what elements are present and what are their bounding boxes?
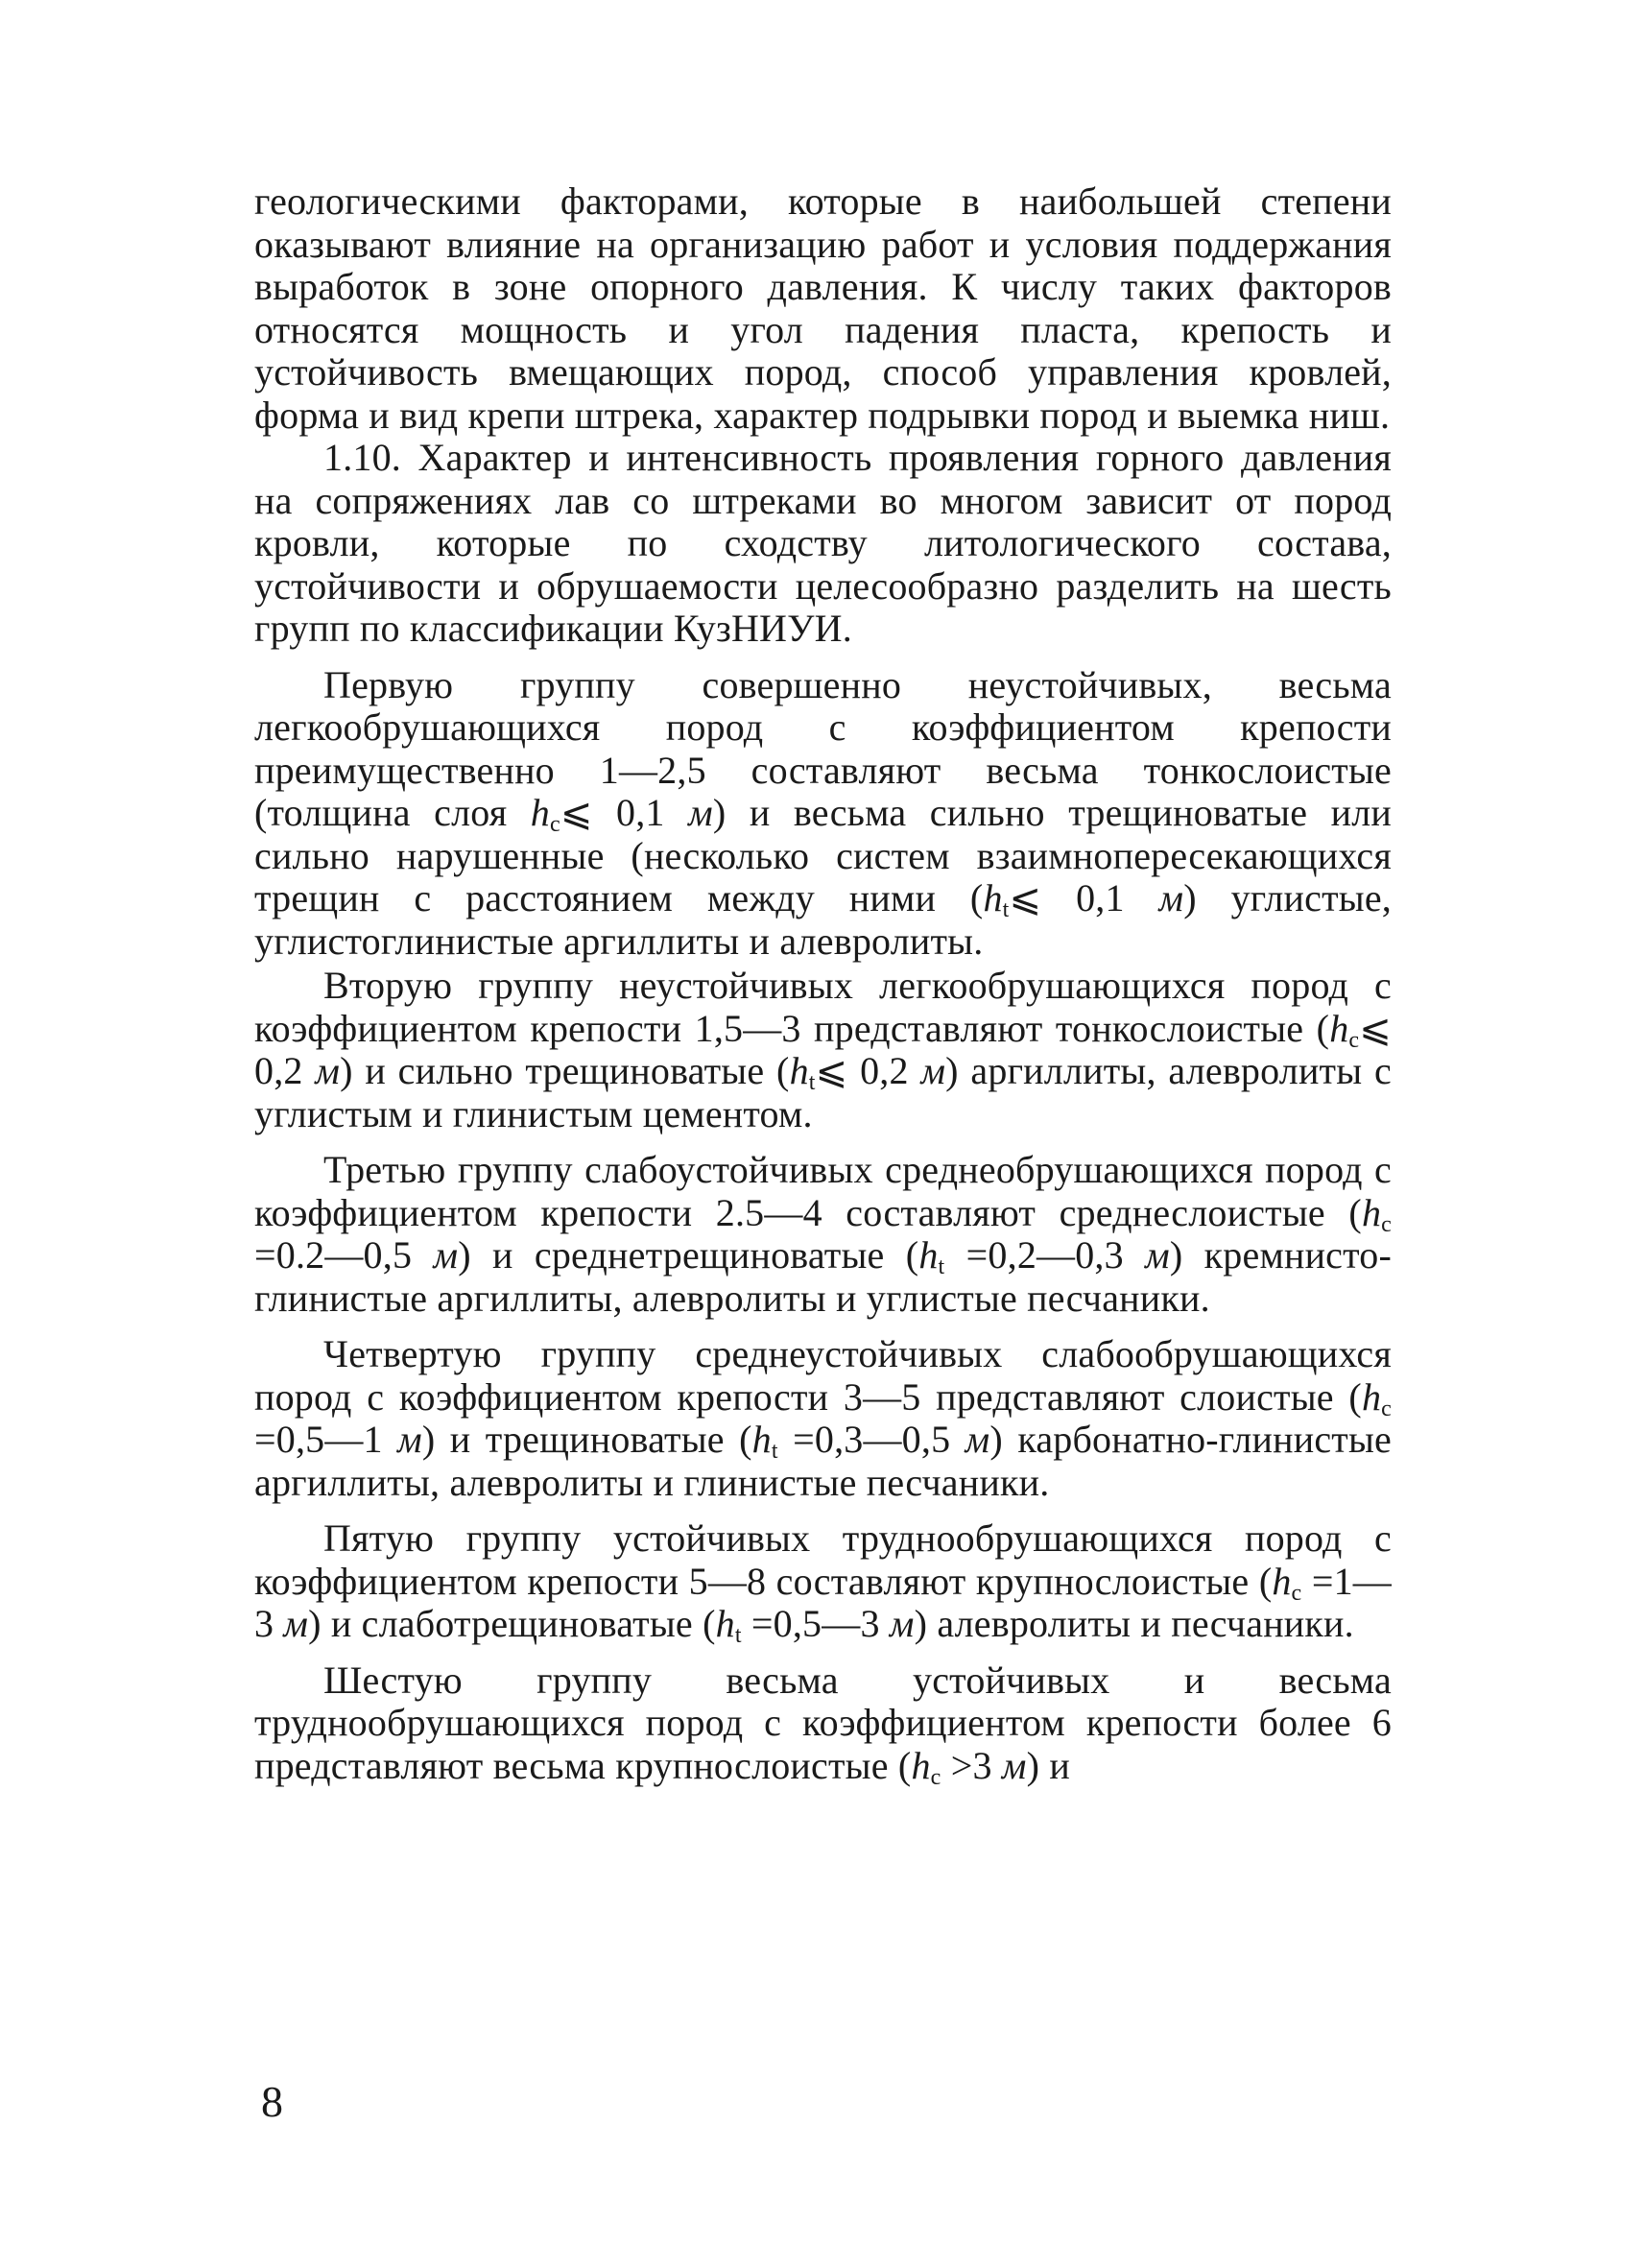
page-number: 8 xyxy=(261,2077,283,2126)
unit: м xyxy=(889,1602,915,1645)
variable-h: h xyxy=(789,1049,809,1092)
text-run: ) и трещиноватые ( xyxy=(421,1418,752,1461)
variable-h: h xyxy=(983,876,1003,919)
paragraph-group-5 xyxy=(254,1517,1392,1646)
subscript: t xyxy=(808,1070,816,1095)
text-run: =0,5—3 xyxy=(741,1602,890,1645)
text-run: ⩽ 0,1 xyxy=(1009,876,1159,919)
text-run: ⩽ 0,2 xyxy=(815,1049,921,1092)
variable-h: h xyxy=(911,1743,931,1787)
text-run: ) и слаботрещиноватые ( xyxy=(308,1602,716,1645)
subscript: t xyxy=(771,1439,778,1464)
variable-h: h xyxy=(1361,1374,1382,1419)
subscript: с xyxy=(1381,1396,1392,1421)
text-run: ⩽ 0,2 xyxy=(254,1006,1392,1092)
variable-h: h xyxy=(751,1418,772,1461)
text-run: =0,5—1 xyxy=(254,1418,398,1461)
paragraph-section-1-10: 1.10. Характер и интенсивность проявления горного давления на сопряжениях лав со штреками во многом зависит от пород кровли, которые по сходству литологического состава, устойчивости и обрушаемости целесообразно разделить на шесть групп по классификации КузНИУИ. xyxy=(254,436,1392,650)
variable-h: h xyxy=(1272,1559,1292,1603)
text-run: Четвертую группу среднеустойчивых слабообрушающихся пород с коэффициентом крепости 3—5 представляют слоистые ( xyxy=(254,1332,1392,1419)
text-run: >3 xyxy=(941,1743,1002,1787)
paragraph-intro: геологическими факторами, которые в наибольшей степени оказывают влияние на организацию работ и условия поддержания выработок в зоне опорного давления. К числу таких факторов относятся мощность и угол падения пласта, крепость и устойчивость вмещающих пород, способ управления кровлей, форма и вид крепи штрека, характер подрывки пород и выемка ниш. xyxy=(254,179,1392,437)
text-run: ) и среднетрещиноватые ( xyxy=(458,1233,919,1277)
unit: м xyxy=(688,791,713,834)
subscript: с xyxy=(1291,1580,1302,1606)
subscript: t xyxy=(938,1254,945,1279)
unit: м xyxy=(920,1049,946,1092)
text-run: Третью группу слабоустойчивых среднеобрушающихся пород с коэффициентом крепости 2.5—4 составляют среднеслоистые ( xyxy=(254,1148,1392,1234)
text-run: ) и xyxy=(1026,1743,1070,1787)
subscript: с xyxy=(1348,1027,1360,1053)
unit: м xyxy=(397,1418,422,1461)
unit: м xyxy=(1158,876,1184,919)
unit: м xyxy=(433,1233,459,1277)
text-run: ) алевролиты и песчаники. xyxy=(914,1602,1354,1645)
text-run: ) углистые, углистоглинистые аргиллиты и алевролиты. xyxy=(254,876,1392,963)
text-run: ) карбонатно-глинистые аргиллиты, алевролиты и глинистые песчаники. xyxy=(254,1418,1393,1504)
unit: м xyxy=(965,1418,990,1461)
subscript: с xyxy=(1381,1211,1392,1237)
variable-h: h xyxy=(1361,1190,1382,1234)
variable-h: h xyxy=(918,1233,939,1277)
page-body xyxy=(254,179,1393,1790)
paragraph-group-3 xyxy=(254,1149,1392,1320)
text-run: =0.2—0,5 xyxy=(254,1233,434,1277)
variable-h: h xyxy=(530,791,550,834)
paragraph-group-1 xyxy=(254,664,1392,964)
text-run: ) аргиллиты, алевролиты с углистым и глинистым цементом. xyxy=(254,1049,1393,1135)
text-run: Вторую группу неустойчивых легкообрушающихся пород с коэффициентом крепости 1,5—3 представляют тонкослоистые ( xyxy=(254,964,1392,1050)
variable-h: h xyxy=(715,1602,735,1645)
text-run: Первую группу совершенно неустойчивых, весьма легкообрушающихся пород с коэффициентом крепости преимущественно 1—2,5 составляют весьма тонкослоистые (толщина слоя xyxy=(254,662,1392,834)
unit: м xyxy=(315,1049,341,1092)
variable-h: h xyxy=(1329,1006,1349,1050)
paragraph-group-6 xyxy=(254,1659,1392,1788)
text-run: ) и весьма сильно трещиноватые или сильно нарушенные (несколько систем взаимнопересекающихся трещин с расстоянием между ними ( xyxy=(254,791,1392,919)
paragraph-group-2 xyxy=(254,965,1392,1135)
unit: м xyxy=(283,1602,309,1645)
unit: м xyxy=(1145,1233,1170,1277)
subscript: t xyxy=(1002,897,1010,922)
text-run: ) и сильно трещиноватые ( xyxy=(340,1049,790,1092)
text-run: =0,2—0,3 xyxy=(944,1233,1146,1277)
subscript: с xyxy=(930,1764,941,1790)
text-run: =1—3 xyxy=(254,1559,1393,1645)
subscript: с xyxy=(549,812,560,837)
text-run: Пятую группу устойчивых труднообрушающихся пород с коэффициентом крепости 5—8 составляют крупнослоистые ( xyxy=(254,1516,1392,1603)
unit: м xyxy=(1001,1743,1027,1787)
text-run: Шестую группу весьма устойчивых и весьма труднообрушающихся пород с коэффициентом крепости более 6 представляют весьма крупнослоистые ( xyxy=(254,1658,1392,1787)
text-run: =0,3—0,5 xyxy=(777,1418,965,1461)
paragraph-group-4 xyxy=(254,1333,1392,1504)
text-run: ⩽ 0,1 xyxy=(560,791,689,834)
text-run: ) кремнисто-глинистые аргиллиты, алевролиты и углистые песчаники. xyxy=(254,1233,1393,1320)
subscript: t xyxy=(734,1623,742,1648)
